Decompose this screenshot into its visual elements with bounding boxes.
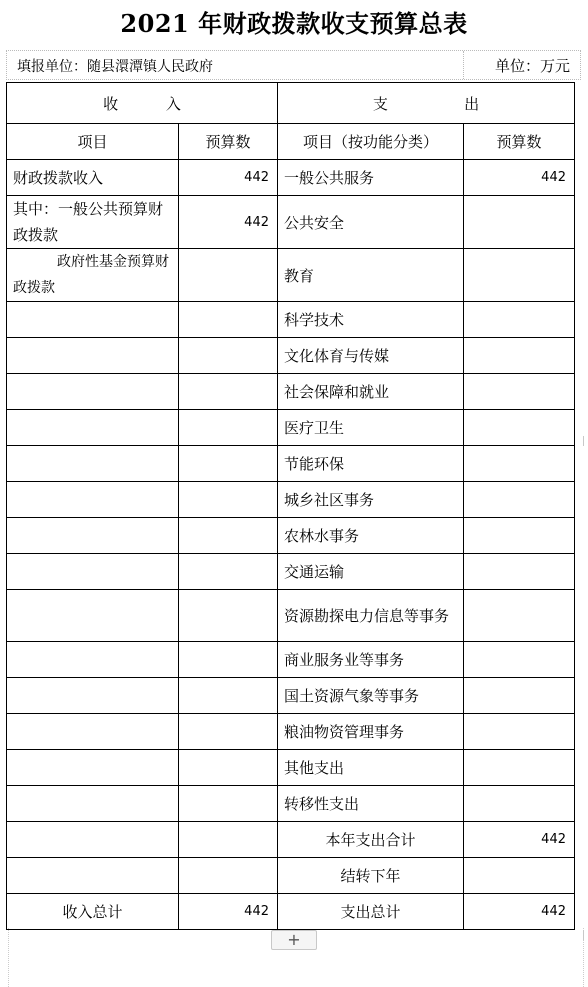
expense-item: 国土资源气象等事务 bbox=[278, 678, 464, 714]
table-row bbox=[7, 338, 575, 374]
income-item: 其中：一般公共预算财政拨款 bbox=[7, 196, 179, 249]
income-value bbox=[179, 249, 278, 302]
income-header: 收 入 bbox=[7, 83, 278, 124]
income-value bbox=[179, 374, 278, 410]
grand-total-row bbox=[7, 894, 575, 930]
budget-table bbox=[6, 82, 575, 930]
expense-item: 交通运输 bbox=[278, 554, 464, 590]
expense-value bbox=[464, 518, 575, 554]
table-row bbox=[7, 446, 575, 482]
income-value bbox=[179, 590, 278, 642]
add-sheet-button[interactable]: + bbox=[271, 930, 317, 950]
income-item bbox=[7, 338, 179, 374]
table-row bbox=[7, 642, 575, 678]
expense-value: 442 bbox=[464, 160, 575, 196]
income-item bbox=[7, 482, 179, 518]
table-row bbox=[7, 160, 575, 196]
expense-total-value: 442 bbox=[464, 894, 575, 930]
page-title: 2021 年财政拨款收支预算总表 bbox=[120, 9, 468, 38]
expense-item: 医疗卫生 bbox=[278, 410, 464, 446]
expense-value bbox=[464, 714, 575, 750]
header-row-2 bbox=[7, 124, 575, 160]
carry-over-value bbox=[464, 858, 575, 894]
expense-item: 资源勘探电力信息等事务 bbox=[278, 590, 464, 642]
income-value bbox=[179, 302, 278, 338]
table-row bbox=[7, 554, 575, 590]
table-row bbox=[7, 249, 575, 302]
table-row bbox=[7, 410, 575, 446]
income-item bbox=[7, 642, 179, 678]
expense-value bbox=[464, 302, 575, 338]
expense-value bbox=[464, 446, 575, 482]
carry-over-row bbox=[7, 858, 575, 894]
table-row bbox=[7, 786, 575, 822]
item-by-function-header: 项目（按功能分类） bbox=[278, 124, 464, 160]
expense-item: 城乡社区事务 bbox=[278, 482, 464, 518]
unit-label: 单位：万元 bbox=[494, 57, 570, 75]
income-value bbox=[179, 858, 278, 894]
carry-over-label: 结转下年 bbox=[278, 858, 464, 894]
income-item bbox=[7, 518, 179, 554]
expense-value bbox=[464, 590, 575, 642]
expense-item: 一般公共服务 bbox=[278, 160, 464, 196]
column-resize-handle[interactable] bbox=[583, 436, 588, 446]
income-item bbox=[7, 714, 179, 750]
year-expense-total-label: 本年支出合计 bbox=[278, 822, 464, 858]
income-value: 442 bbox=[179, 160, 278, 196]
table-row bbox=[7, 678, 575, 714]
expense-value bbox=[464, 482, 575, 518]
income-item bbox=[7, 786, 179, 822]
income-value bbox=[179, 786, 278, 822]
income-value bbox=[179, 714, 278, 750]
table-row bbox=[7, 714, 575, 750]
expense-value bbox=[464, 642, 575, 678]
income-item bbox=[7, 374, 179, 410]
income-value bbox=[179, 518, 278, 554]
income-item bbox=[7, 410, 179, 446]
expense-item: 其他支出 bbox=[278, 750, 464, 786]
unit-bar bbox=[6, 50, 581, 80]
income-item: 财政拨款收入 bbox=[7, 160, 179, 196]
expense-header: 支 出 bbox=[278, 83, 575, 124]
expense-item: 公共安全 bbox=[278, 196, 464, 249]
expense-value bbox=[464, 249, 575, 302]
expense-item: 科学技术 bbox=[278, 302, 464, 338]
table-row bbox=[7, 374, 575, 410]
table-row bbox=[7, 302, 575, 338]
table-row bbox=[7, 750, 575, 786]
budget-header: 预算数 bbox=[179, 124, 278, 160]
expense-value bbox=[464, 410, 575, 446]
table-row bbox=[7, 590, 575, 642]
income-value bbox=[179, 642, 278, 678]
expense-item: 教育 bbox=[278, 249, 464, 302]
expense-value bbox=[464, 196, 575, 249]
expense-item: 粮油物资管理事务 bbox=[278, 714, 464, 750]
year-expense-total-row bbox=[7, 822, 575, 858]
header-row-1 bbox=[7, 83, 575, 124]
income-value: 442 bbox=[179, 196, 278, 249]
income-item bbox=[7, 554, 179, 590]
expense-item: 社会保障和就业 bbox=[278, 374, 464, 410]
income-value bbox=[179, 750, 278, 786]
income-item bbox=[7, 858, 179, 894]
expense-item: 节能环保 bbox=[278, 446, 464, 482]
expense-item: 文化体育与传媒 bbox=[278, 338, 464, 374]
income-item bbox=[7, 822, 179, 858]
expense-value bbox=[464, 374, 575, 410]
income-value bbox=[179, 678, 278, 714]
expense-item: 转移性支出 bbox=[278, 786, 464, 822]
expense-item: 农林水事务 bbox=[278, 518, 464, 554]
income-total-label: 收入总计 bbox=[7, 894, 179, 930]
table-row bbox=[7, 482, 575, 518]
income-value bbox=[179, 410, 278, 446]
expense-value bbox=[464, 554, 575, 590]
income-item bbox=[7, 590, 179, 642]
income-value bbox=[179, 482, 278, 518]
income-item bbox=[7, 750, 179, 786]
income-value bbox=[179, 338, 278, 374]
income-item bbox=[7, 678, 179, 714]
income-value bbox=[179, 554, 278, 590]
income-item bbox=[7, 446, 179, 482]
expense-value bbox=[464, 750, 575, 786]
column-resize-handle[interactable] bbox=[583, 930, 588, 940]
table-row bbox=[7, 196, 575, 249]
expense-item: 商业服务业等事务 bbox=[278, 642, 464, 678]
income-value bbox=[179, 822, 278, 858]
expense-value bbox=[464, 338, 575, 374]
expense-total-label: 支出总计 bbox=[278, 894, 464, 930]
income-item: 政府性基金预算财政拨款 bbox=[7, 249, 179, 302]
year-expense-total-value: 442 bbox=[464, 822, 575, 858]
income-item bbox=[7, 302, 179, 338]
reporting-org-label: 填报单位：随县澴潭镇人民政府 bbox=[17, 59, 213, 75]
unit-separator bbox=[463, 51, 464, 79]
income-value bbox=[179, 446, 278, 482]
item-header: 项目 bbox=[7, 124, 179, 160]
budget-header-2: 预算数 bbox=[464, 124, 575, 160]
income-total-value: 442 bbox=[179, 894, 278, 930]
expense-value bbox=[464, 786, 575, 822]
table-row bbox=[7, 518, 575, 554]
expense-value bbox=[464, 678, 575, 714]
